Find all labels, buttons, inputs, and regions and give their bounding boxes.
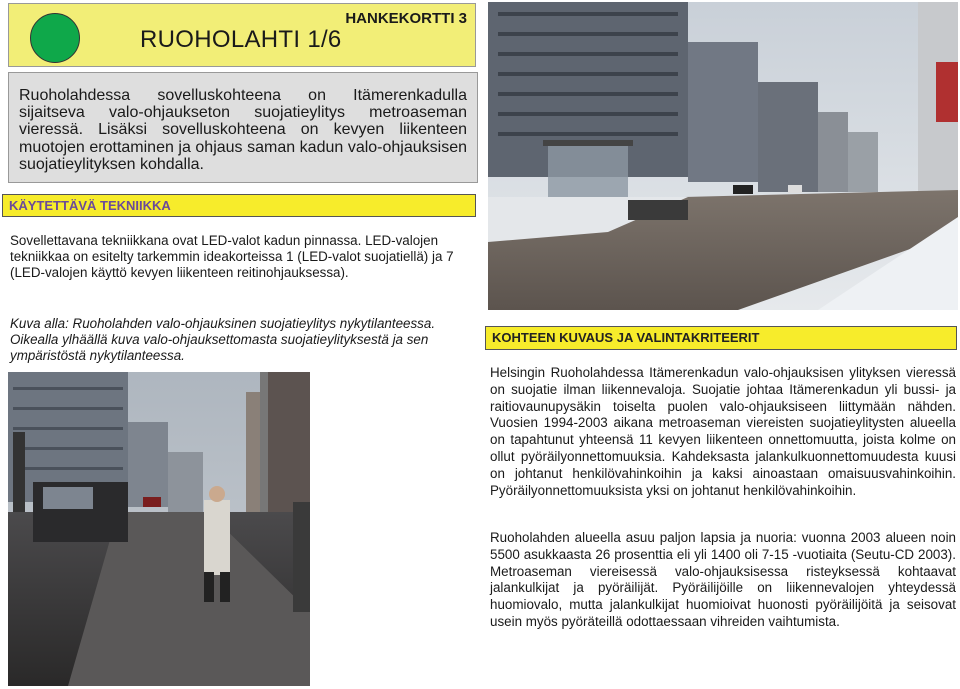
header-box: [8, 3, 476, 67]
criteria-heading: KOHTEEN KUVAUS JA VALINTAKRITEERIT: [485, 326, 957, 350]
card-label: HANKEKORTTI 3: [345, 10, 467, 27]
photo-caption: Kuva alla: Ruoholahden valo-ohjauksinen suojatieylitys nykytilanteessa. Oikealla ylhäällä kuva valo-ohjauksettomasta suojatieylityksestä ja sen ympäristöstä nykytilanteessa.: [10, 316, 436, 364]
page-title: RUOHOLAHTI 1/6: [140, 26, 342, 53]
photo-street-winter: [488, 2, 958, 310]
photo-pedestrian-crossing: [8, 372, 310, 686]
status-badge-circle: [30, 13, 80, 63]
criteria-paragraph-2: Ruoholahden alueella asuu paljon lapsia ja nuoria: vuonna 2003 alueen noin 5500 asukkaasta 26 prosenttia eli yli 1400 oli 7-15 -vuotiaita (Seutu-CD 2003). Metroaseman viereisessä valo-ohjauksisessa risteyksessä kohtaavat jalankulkijat ja pyöräilijät. Pyöräilijöille on liikennevalojen yhteydessä huomiovalo, mutta jalankulkijat huomioivat huonosti pyöräilijöitä ja seisovat usein myös pyöräteillä odottaessaan vihreiden vaihtumista.: [490, 530, 956, 629]
criteria-paragraph-1: Helsingin Ruoholahdessa Itämerenkadun valo-ohjauksisen ylityksen vieressä on suojatie ilman liikennevaloja. Suojatie johtaa Itämerenkadun yli bussi- ja raitiovaunupysäkin toiselta puolen valo-ohjauksiseen liittymään nähden. Vuosien 1994-2003 aikana metroaseman viereisten suojatieylitysten alueella on tapahtunut yhteensä 11 kevyen liikenteen onnettomuutta, joista kolme on ollut pyöräilyonnettomuuksia. Kahdeksasta jalankulkuonnettomuudesta kuusi on johtanut henkilövahinkoihin ja kaksi ainoastaan omaisuusvahinkoihin. Pyöräilyonnettomuuksista yksi on johtanut henkilövahinkoihin.: [490, 365, 956, 498]
technology-heading: KÄYTETTÄVÄ TEKNIIKKA: [2, 194, 476, 217]
intro-text: Ruoholahdessa sovelluskohteena on Itämerenkadulla sijaitseva valo-ohjaukseton suojatieylitys metroaseman vieressä. Lisäksi sovelluskohteena on kevyen liikenteen muotojen erottaminen ja ohjaus saman kadun valo-ohjauksisen suojatieylityksen kohdalla.: [8, 72, 478, 183]
technology-text: Sovellettavana tekniikkana ovat LED-valot kadun pinnassa. LED-valojen tekniikkaa on esitelty tarkemmin ideakorteissa 1 (LED-valot suojatiellä) ja 7 (LED-valojen käyttö kevyen liikenteen reitinohjauksessa).: [10, 233, 454, 281]
